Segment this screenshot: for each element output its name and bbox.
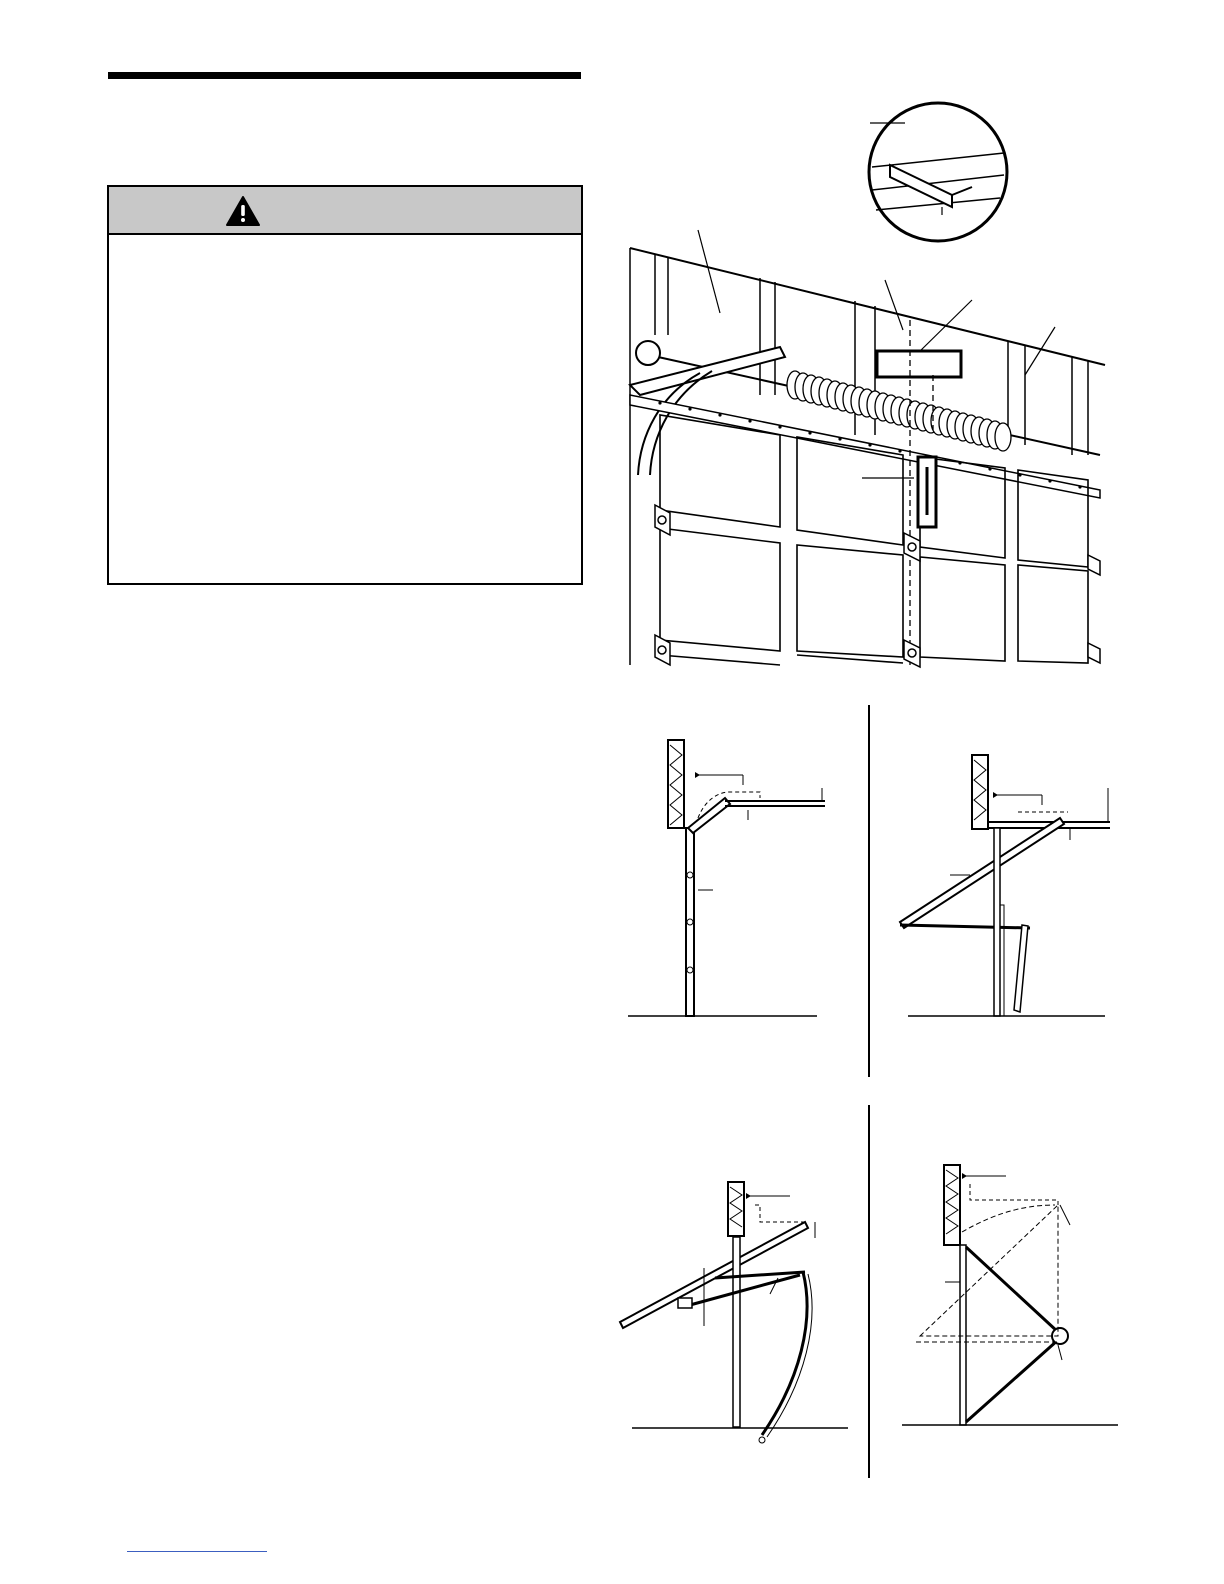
- warning-box: [107, 185, 583, 585]
- header-bracket-illustration: [600, 95, 1120, 675]
- diagram-one-piece-jamb: [620, 1182, 848, 1443]
- header-detail-inset: [869, 103, 1007, 241]
- diagram-sectional-curved: [628, 740, 825, 1016]
- diagram-one-piece-pivot: [902, 1165, 1118, 1425]
- footer-link-underline[interactable]: [127, 1551, 267, 1552]
- door-type-diagrams: [600, 700, 1120, 1490]
- hinges: [655, 505, 1100, 667]
- section-rule: [108, 72, 581, 79]
- diagram-one-piece-track: [900, 755, 1110, 1016]
- cable-drum: [636, 341, 660, 365]
- warning-triangle-icon: [225, 195, 261, 227]
- wall-studs: [630, 248, 1088, 665]
- header-board: [877, 351, 961, 377]
- warning-header: [109, 187, 581, 235]
